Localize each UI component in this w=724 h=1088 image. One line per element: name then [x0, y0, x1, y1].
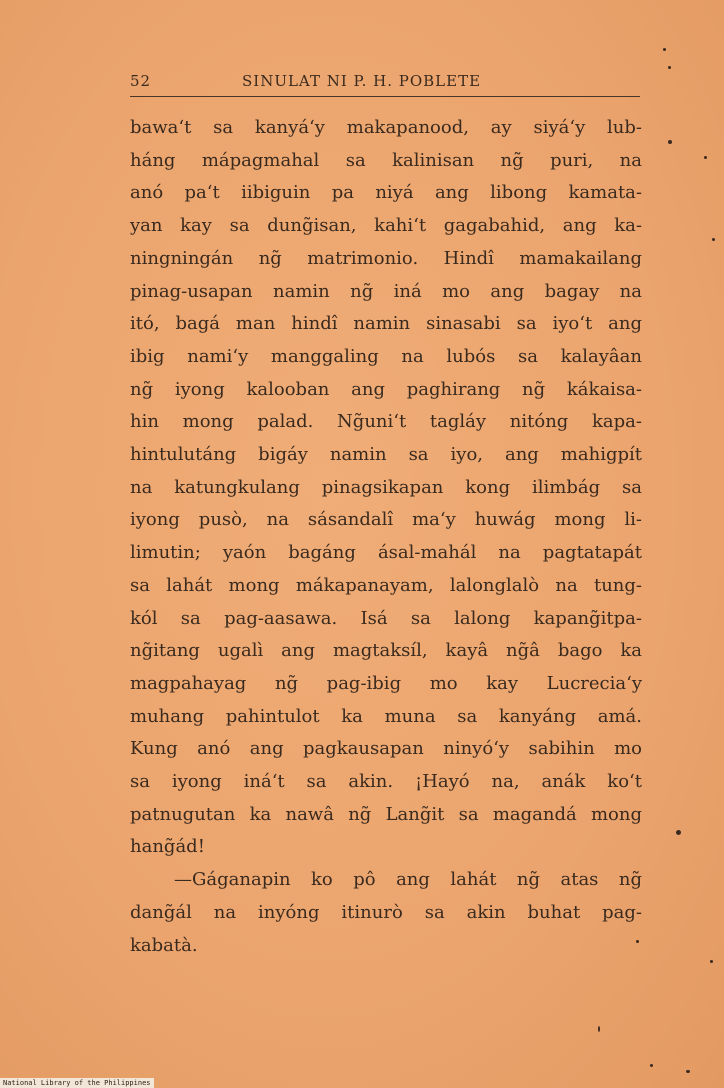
- scan-credit: National Library of the Philippines: [0, 1078, 154, 1088]
- text-line: bawa‘t sa kanyá‘y makapanood, ay siyá‘y lub-: [130, 117, 642, 138]
- text-line: sa iyong iná‘t sa akin. ¡Hayó na, anák ko‘t: [130, 771, 642, 793]
- text-line: iyong pusò, na sásandalî ma‘y huwág mong li-: [130, 509, 642, 531]
- text-line: hang̃ád!: [130, 836, 205, 858]
- scan-speck: [668, 140, 672, 144]
- page-number: 52: [130, 72, 152, 90]
- scan-speck: [650, 1064, 653, 1067]
- text-line: ng̃itang ugalì ang magtaksíl, kayâ ng̃â bago ka: [130, 640, 642, 662]
- scan-speck: [676, 830, 681, 835]
- text-line: hin mong palad. Ng̃uni‘t tagláy nitóng kapa-: [130, 411, 642, 433]
- scan-speck: [668, 66, 671, 69]
- text-line: pinag-usapan namin ng̃ iná mo ang bagay na: [130, 280, 642, 302]
- scan-speck: [598, 1026, 600, 1032]
- text-line: —Gáganapin ko pô ang lahát ng̃ atas ng̃: [174, 869, 642, 891]
- body-text: [130, 112, 642, 962]
- scan-speck: [663, 48, 666, 51]
- paragraph: [130, 112, 642, 864]
- scan-speck: [710, 960, 713, 963]
- text-line: kabatà.: [130, 934, 198, 956]
- text-line: ibig nami‘y manggaling na lubós sa kalayâan: [130, 345, 642, 367]
- scan-speck: [636, 940, 639, 943]
- text-line: kól sa pag-aasawa. Isá sa lalong kapang̃itpa-: [130, 607, 642, 629]
- text-line: yan kay sa dung̃isan, kahi‘t gagabahid, ang ka-: [130, 215, 642, 237]
- scan-speck: [712, 238, 715, 241]
- text-line: patnugutan ka nawâ ng̃ Lang̃it sa magandá mong: [130, 803, 642, 825]
- text-line: háng mápagmahal sa kalinisan ng̃ puri, na: [130, 149, 642, 171]
- text-line: hintulutáng bigáy namin sa iyo, ang mahigpít: [130, 444, 642, 466]
- text-line: ng̃ iyong kalooban ang paghirang ng̃ kákaisa-: [130, 378, 642, 400]
- text-line: magpahayag ng̃ pag-ibig mo kay Lucrecia‘y: [130, 672, 642, 694]
- text-line: anó pa‘t iibiguin pa niyá ang libong kamata-: [130, 182, 642, 204]
- text-line: itó, bagá man hindî namin sinasabi sa iyo‘t ang: [130, 313, 642, 335]
- text-line: sa lahát mong mákapanayam, lalonglalò na tung-: [130, 574, 642, 596]
- text-line: ningningán ng̃ matrimonio. Hindî mamakailang: [130, 247, 642, 269]
- text-line: dang̃ál na inyóng itinurò sa akin buhat pag-: [130, 901, 642, 923]
- page-header: [130, 72, 640, 97]
- paragraph: [130, 864, 642, 962]
- text-line: na katungkulang pinagsikapan kong ilimbág sa: [130, 476, 642, 498]
- text-line: muhang pahintulot ka muna sa kanyáng amá.: [130, 705, 642, 727]
- text-line: limutin; yaón bagáng ásal-mahál na pagtatapát: [130, 542, 642, 564]
- scan-speck: [704, 156, 707, 159]
- text-line: Kung anó ang pagkausapan ninyó‘y sabihin mo: [130, 738, 642, 760]
- scan-speck: [686, 1070, 690, 1073]
- running-head: SINULAT NI P. H. POBLETE: [242, 72, 482, 90]
